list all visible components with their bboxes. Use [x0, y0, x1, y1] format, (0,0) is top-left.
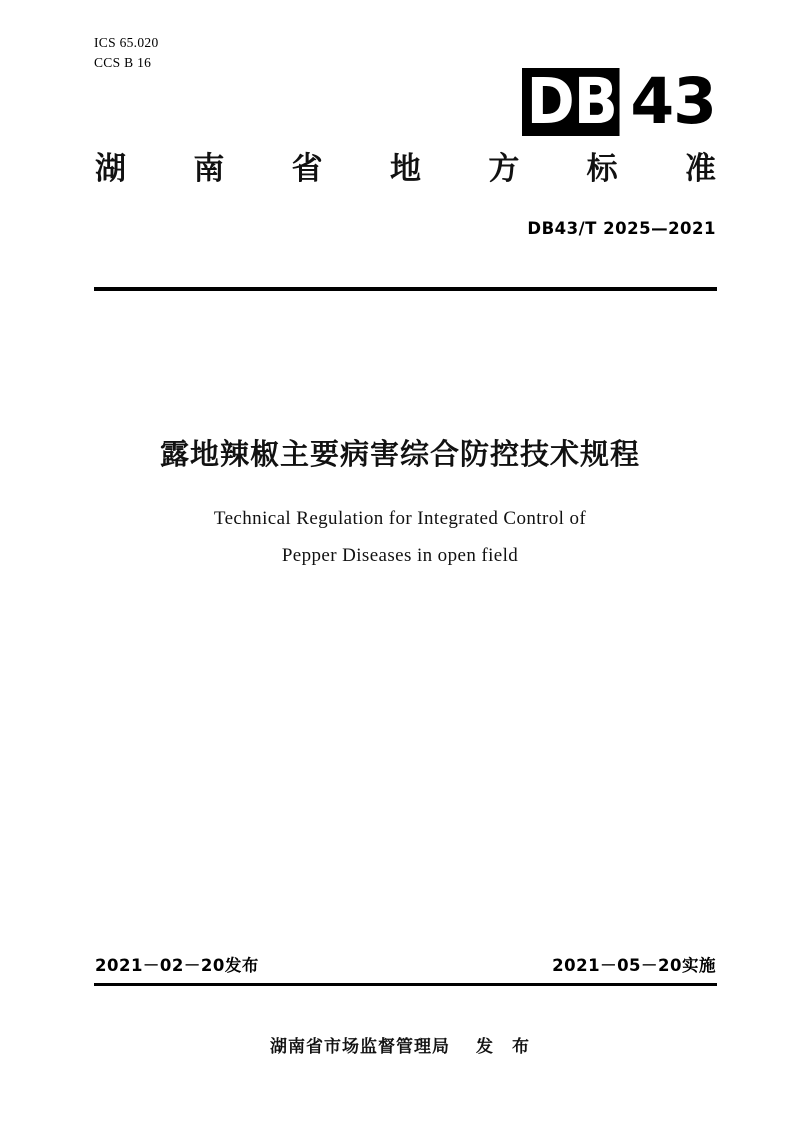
province-char-3: 地	[389, 151, 421, 187]
province-char-0: 湖	[95, 151, 126, 187]
ics-code: ICS 65.020	[94, 35, 159, 50]
header-divider	[94, 287, 717, 291]
issuer-action: 发 布	[476, 1037, 530, 1057]
province-char-1: 南	[193, 151, 225, 187]
province-char-5: 标	[586, 151, 618, 187]
page-title-english-line2: Pepper Diseases in open field	[281, 545, 519, 566]
db-logo-number: 43	[630, 65, 716, 138]
issue-date: 2021－02－20发布	[95, 956, 259, 975]
page-title-chinese: 露地辣椒主要病害综合防控技术规程	[159, 437, 640, 471]
standard-number: DB43/T 2025—2021	[527, 219, 716, 238]
province-char-2: 省	[291, 151, 323, 187]
province-char-6: 准	[684, 151, 716, 187]
province-char-4: 方	[488, 151, 520, 187]
issuer-line	[0, 1032, 800, 1057]
db43-logo	[522, 65, 716, 138]
page-title-english	[0, 500, 800, 574]
ccs-code: CCS B 16	[94, 55, 152, 70]
page-title-english-line1: Technical Regulation for Integrated Control of	[213, 508, 587, 529]
footer-divider	[94, 983, 717, 986]
classification-codes	[94, 33, 159, 73]
province-standard-heading	[95, 143, 716, 188]
db-logo-prefix: DB	[522, 68, 620, 136]
implementation-date: 2021－05－20实施	[552, 956, 716, 975]
issuer-name: 湖南省市场监督管理局	[270, 1037, 450, 1057]
